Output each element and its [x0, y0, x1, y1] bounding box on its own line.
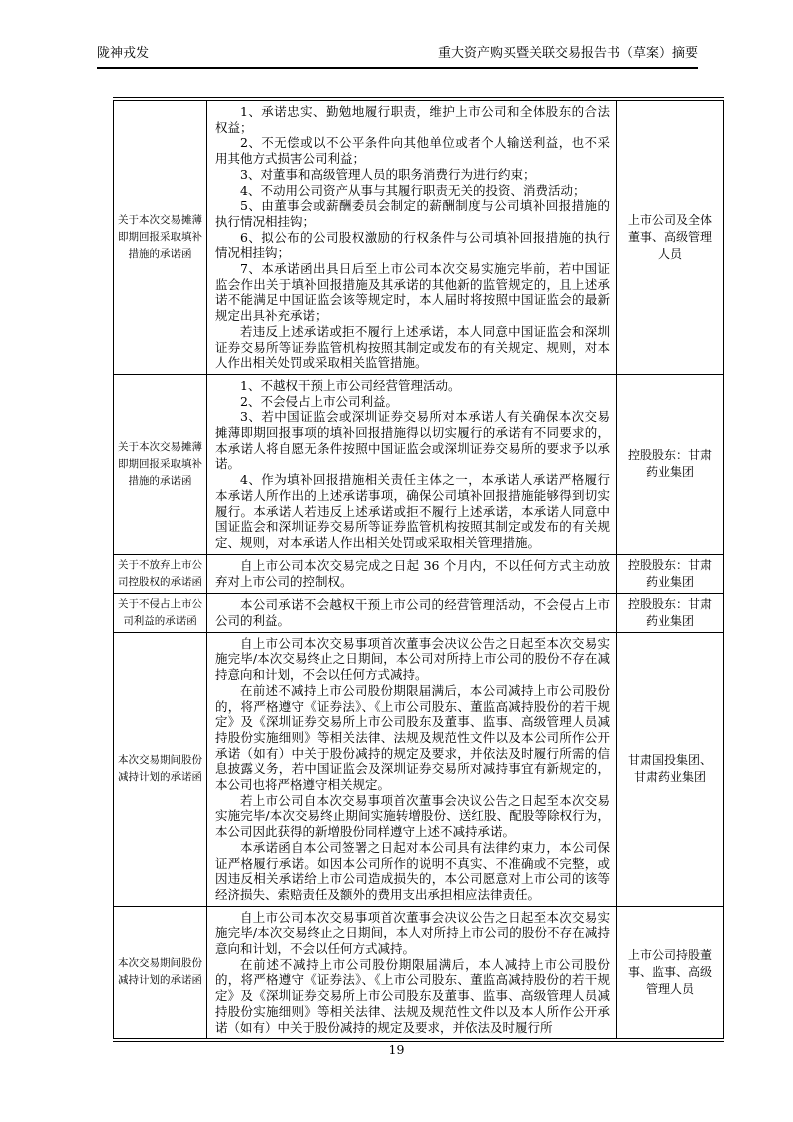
paragraph: 3、若中国证监会或深圳证券交易所对本承诺人有关确保本次交易摊薄即期回报事项的填补回报措施得以切实履行的承诺有不同要求的，本承诺人将自愿无条件按照中国证监会或深圳证券交易所的要求予以承诺。 [215, 409, 610, 472]
table-row [114, 632, 724, 906]
paragraph: 若上市公司自本次交易事项首次董事会决议公告之日起至本次交易实施完毕/本次交易终止期间实施转增股份、送红股、配股等除权行为，本公司因此获得的新增股份同样遵守上述不减持承诺。 [215, 792, 610, 840]
table-row [114, 554, 724, 593]
table-row [114, 906, 724, 1040]
commitment-label: 本次交易期间股份减持计划的承诺函 [114, 632, 207, 906]
paragraph: 4、不动用公司资产从事与其履行职责无关的投资、消费活动； [240, 182, 586, 198]
paragraph: 本承诺函自本公司签署之日起对本公司具有法律约束力，本公司保证严格履行承诺。如因本公司所作的说明不真实、不准确或不完整，或因违反相关承诺给上市公司造成损失的，本公司愿意对上市公司的该等经济损失、索赔责任及额外的费用支出承担相应法律责任。 [215, 839, 610, 902]
header-company-name: 陇神戎发 [97, 46, 150, 61]
commitment-content [207, 906, 617, 1040]
paragraph: 自上市公司本次交易事项首次董事会决议公告之日起至本次交易实施完毕/本次交易终止之日期间，本人对所持上市公司的股份不存在减持意向和计划，不会以任何方式减持。 [215, 909, 610, 957]
paragraph: 2、不无偿或以不公平条件向其他单位或者个人输送利益，也不采用其他方式损害公司利益； [215, 135, 610, 167]
commitment-label: 关于不放弃上市公司控股权的承诺函 [114, 554, 207, 593]
paragraph: 4、作为填补回报措施相关责任主体之一，本承诺人承诺严格履行本承诺人所作出的上述承诺事项，确保公司填补回报措施能够得到切实履行。本承诺人若违反上述承诺或拒不履行上述承诺，本承诺人同意中国证监会和深圳证券交易所等证券监管机构按照其制定或发布的有关规定、规则，对本承诺人作出相关处罚或采取相关管理措施。 [215, 472, 610, 550]
commitment-party: 控股股东：甘肃药业集团 [617, 554, 724, 593]
paragraph: 自上市公司本次交易完成之日起 36 个月内，不以任何方式主动放弃对上市公司的控制权。 [215, 557, 610, 589]
commitment-content [207, 593, 617, 632]
paragraph: 1、不越权干预上市公司经营管理活动。 [240, 377, 461, 393]
commitment-content [207, 632, 617, 906]
header-document-title: 重大资产购买暨关联交易报告书（草案）摘要 [437, 46, 698, 61]
commitments-table [113, 97, 724, 1042]
paragraph: 1、承诺忠实、勤勉地履行职责，维护上市公司和全体股东的合法权益； [215, 104, 610, 135]
commitment-label: 关于不侵占上市公司利益的承诺函 [114, 593, 207, 632]
table-row [114, 593, 724, 632]
paragraph: 本公司承诺不会越权干预上市公司的经营管理活动，不会侵占上市公司的利益。 [215, 596, 610, 628]
paragraph: 在前述不减持上市公司股份期限届满后，本人减持上市公司股份的，将严格遵守《证券法》、《上市公司股东、董监高减持股份的若干规定》及《深圳证券交易所上市公司股东及董事、监事、高级管理人员减持股份实施细则》等相关法律、法规及规范性文件以及本人所作公开承诺（如有）中关于股份减持的规定及要求，并依法及时履行所 [215, 956, 610, 1035]
commitment-party: 控股股东：甘肃药业集团 [617, 374, 724, 554]
commitment-party: 控股股东：甘肃药业集团 [617, 593, 724, 632]
paragraph: 若违反上述承诺或拒不履行上述承诺，本人同意中国证监会和深圳证券交易所等证券监管机构按照其制定或发布的有关规定、规则，对本人作出相关处罚或采取相关监管措施。 [215, 323, 610, 371]
commitment-party: 甘肃国投集团、甘肃药业集团 [617, 632, 724, 906]
commitment-label: 本次交易期间股份减持计划的承诺函 [114, 906, 207, 1040]
commitment-party: 上市公司持股董事、监事、高级管理人员 [617, 906, 724, 1040]
paragraph: 自上市公司本次交易事项首次董事会决议公告之日起至本次交易实施完毕/本次交易终止之日期间，本公司对所持上市公司的股份不存在减持意向和计划，不会以任何方式减持。 [215, 635, 610, 683]
table-row [114, 99, 724, 374]
paragraph: 7、本承诺函出具日后至上市公司本次交易实施完毕前，若中国证监会作出关于填补回报措施及其承诺的其他新的监管规定的，且上述承诺不能满足中国证监会该等规定时，本人届时将按照中国证监会的最新规定出具补充承诺； [215, 261, 610, 324]
commitment-content [207, 99, 617, 374]
commitment-content [207, 554, 617, 593]
page-number: 19 [388, 1042, 405, 1057]
paragraph: 2、不会侵占上市公司利益。 [240, 393, 398, 409]
table-row [114, 374, 724, 554]
paragraph: 5、由董事会或薪酬委员会制定的薪酬制度与公司填补回报措施的执行情况相挂钩； [215, 198, 610, 229]
paragraph: 在前述不减持上市公司股份期限届满后，本公司减持上市公司股份的，将严格遵守《证券法》、《上市公司股东、董监高减持股份的若干规定》及《深圳证券交易所上市公司股东及董事、监事、高级管理人员减持股份实施细则》等相关法律、法规及规范性文件以及本公司所作公开承诺（如有）中关于股份减持的规定及要求，并依法及时履行所需的信息披露义务，若中国证监会及深圳证券交易所对减持事宜有新规定的，本公司也将严格遵守相关规定。 [215, 682, 610, 793]
commitment-content [207, 374, 617, 554]
paragraph: 6、拟公布的公司股权激励的行权条件与公司填补回报措施的执行情况相挂钩； [215, 229, 610, 261]
page-header [97, 46, 698, 69]
paragraph: 3、对董事和高级管理人员的职务消费行为进行约束； [240, 166, 536, 182]
commitment-party: 上市公司及全体董事、高级管理人员 [617, 99, 724, 374]
commitment-label: 关于本次交易摊薄即期回报采取填补措施的承诺函 [114, 99, 207, 374]
commitment-label: 关于本次交易摊薄即期回报采取填补措施的承诺函 [114, 374, 207, 554]
